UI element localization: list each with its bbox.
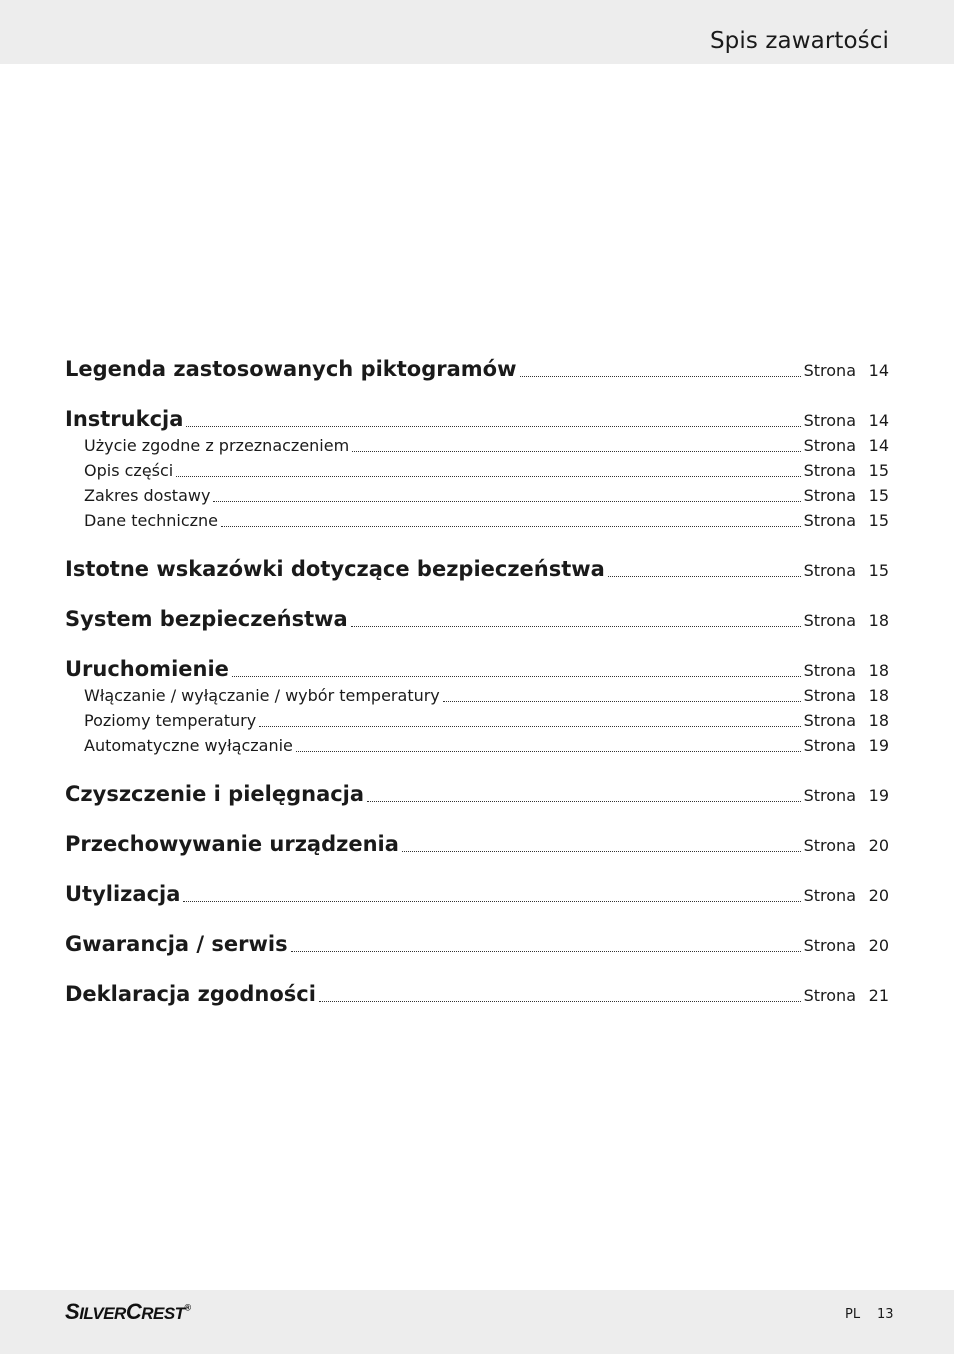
toc-entry-title: Włączanie / wyłączanie / wybór temperatury: [84, 686, 440, 705]
toc-page-word: Strona: [803, 511, 856, 530]
toc-page-number: 18: [868, 686, 889, 705]
dot-leader: [186, 426, 800, 427]
toc-entry-title: Legenda zastosowanych piktogramów: [65, 357, 517, 381]
toc-entry-title: Istotne wskazówki dotyczące bezpieczeństwa: [65, 557, 605, 581]
toc-entry-title: Zakres dostawy: [84, 486, 211, 505]
page-title: Spis zawartości: [709, 28, 889, 54]
toc-entry: [65, 384, 889, 434]
toc-entry-title: Utylizacja: [65, 882, 181, 906]
toc-page-word: Strona: [803, 486, 856, 505]
toc-entry: [65, 534, 889, 584]
toc-page-number: 19: [868, 786, 889, 805]
dot-leader: [402, 851, 801, 852]
dot-leader: [176, 476, 800, 477]
toc-entry-title: Uruchomienie: [65, 657, 229, 681]
toc-entry-title: Opis części: [84, 461, 174, 480]
toc-subentry: [65, 709, 889, 734]
toc-entry: [65, 909, 889, 959]
toc-entry-title: Gwarancja / serwis: [65, 932, 288, 956]
toc-page-word: Strona: [803, 436, 856, 455]
toc-entry: [65, 859, 889, 909]
toc-subentry: [65, 509, 889, 534]
brand-logo: SILVERCREST®: [65, 1299, 191, 1324]
toc-entry: [65, 959, 889, 1009]
dot-leader: [291, 951, 801, 952]
toc-page-number: 14: [868, 436, 889, 455]
dot-leader: [232, 676, 801, 677]
toc-page-number: 18: [868, 611, 889, 630]
toc-page-number: 15: [868, 511, 889, 530]
toc-page-word: Strona: [803, 936, 856, 955]
toc-entry: [65, 347, 889, 384]
toc-page-number: 19: [868, 736, 889, 755]
toc-page-word: Strona: [803, 411, 856, 430]
toc-entry-title: Instrukcja: [65, 407, 184, 431]
toc-entry: [65, 759, 889, 809]
toc-page-word: Strona: [803, 786, 856, 805]
dot-leader: [259, 726, 800, 727]
toc-page-word: Strona: [803, 686, 856, 705]
toc-page-number: 15: [868, 486, 889, 505]
toc-subentry: [65, 459, 889, 484]
toc-page-number: 18: [868, 711, 889, 730]
dot-leader: [367, 801, 801, 802]
toc-page-word: Strona: [803, 736, 856, 755]
toc-page-word: Strona: [803, 836, 856, 855]
toc-page-word: Strona: [803, 986, 856, 1005]
dot-leader: [351, 626, 801, 627]
table-of-contents: [65, 347, 889, 1009]
toc-page-number: 14: [868, 411, 889, 430]
toc-page-number: 18: [868, 661, 889, 680]
toc-entry-title: Deklaracja zgodności: [65, 982, 316, 1006]
toc-page-number: 15: [868, 461, 889, 480]
toc-page-number: 20: [868, 936, 889, 955]
toc-subentry: [65, 684, 889, 709]
toc-page-number: 20: [868, 886, 889, 905]
toc-subentry: [65, 734, 889, 759]
toc-entry: [65, 584, 889, 634]
dot-leader: [520, 376, 801, 377]
toc-page-word: Strona: [803, 461, 856, 480]
footer-language: PL: [845, 1307, 861, 1322]
toc-entry-title: Automatyczne wyłączanie: [84, 736, 293, 755]
toc-entry-title: Dane techniczne: [84, 511, 219, 530]
dot-leader: [352, 451, 800, 452]
toc-entry-title: System bezpieczeństwa: [65, 607, 348, 631]
dot-leader: [213, 501, 800, 502]
footer-page-number: 13: [877, 1307, 894, 1322]
toc-page-number: 14: [868, 361, 889, 380]
toc-page-word: Strona: [803, 886, 856, 905]
toc-subentry: [65, 434, 889, 459]
dot-leader: [296, 751, 801, 752]
toc-entry-title: Przechowywanie urządzenia: [65, 832, 399, 856]
toc-entry-title: Użycie zgodne z przeznaczeniem: [84, 436, 350, 455]
toc-page-word: Strona: [803, 711, 856, 730]
toc-page-word: Strona: [803, 611, 856, 630]
toc-entry-title: Czyszczenie i pielęgnacja: [65, 782, 365, 806]
toc-page-number: 21: [868, 986, 889, 1005]
toc-subentry: [65, 484, 889, 509]
dot-leader: [319, 1001, 801, 1002]
toc-page-word: Strona: [803, 561, 856, 580]
dot-leader: [183, 901, 800, 902]
toc-page-number: 20: [868, 836, 889, 855]
toc-page-word: Strona: [803, 661, 856, 680]
toc-page-word: Strona: [803, 361, 856, 380]
dot-leader: [221, 526, 801, 527]
toc-page-number: 15: [868, 561, 889, 580]
dot-leader: [443, 701, 801, 702]
toc-entry-title: Poziomy temperatury: [84, 711, 257, 730]
toc-entry: [65, 634, 889, 684]
toc-entry: [65, 809, 889, 859]
dot-leader: [608, 576, 801, 577]
